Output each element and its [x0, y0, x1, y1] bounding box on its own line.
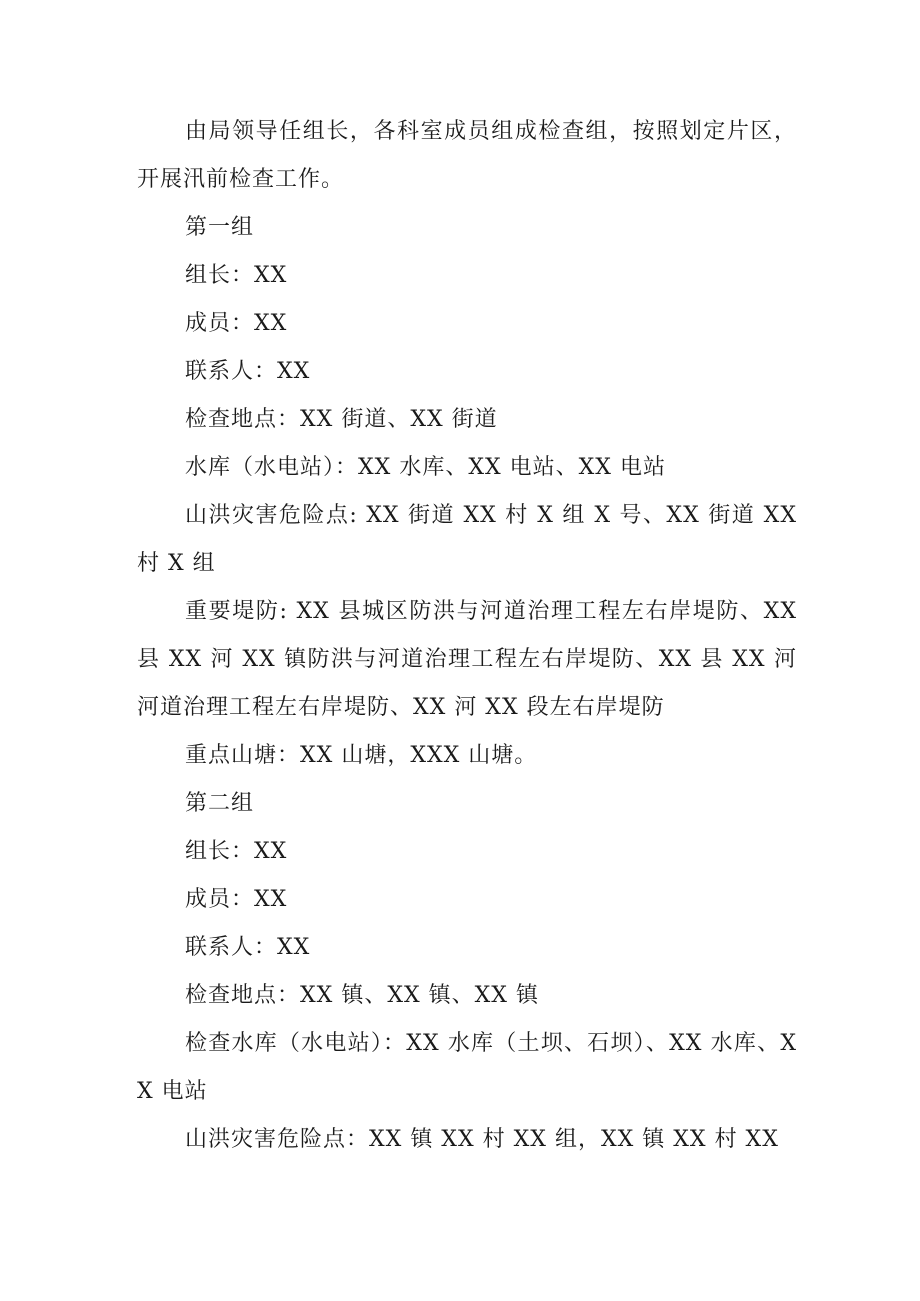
group-1-locations: 检查地点：XX 街道、XX 街道	[185, 407, 498, 432]
group-2-members: 成员：XX	[185, 887, 288, 912]
group-1-ponds: 重点山塘：XX 山塘，XXX 山塘。	[185, 743, 538, 768]
paragraph-intro: 由局领导任组长，各科室成员组成检查组，按照划定片区，开展汛前检查工作。	[137, 119, 797, 192]
group-2-reservoirs: 检查水库（水电站）：XX 水库（土坝、石坝）、XX 水库、XX 电站	[137, 1031, 797, 1104]
group-1-embankments: 重要堤防: XX 县城区防洪与河道治理工程左右岸堤防、XX 县 XX 河 XX 镇防洪与河道治理工程左右岸堤防、XX 县 XX 河河道治理工程左右岸堤防、XX 河 XX 段左右岸堤防	[137, 599, 797, 720]
group-2-leader: 组长：XX	[185, 839, 288, 864]
group-1-heading: 第一组	[185, 215, 255, 240]
group-2-locations: 检查地点：XX 镇、XX 镇、XX 镇	[185, 983, 539, 1008]
group-2-contact: 联系人：XX	[185, 935, 311, 960]
group-1-reservoirs: 水库（水电站）：XX 水库、XX 电站、XX 电站	[185, 455, 666, 480]
group-2-heading: 第二组	[185, 791, 255, 816]
group-1-members: 成员：XX	[185, 311, 288, 336]
group-1-leader: 组长：XX	[185, 263, 288, 288]
group-2-flood-risk-points: 山洪灾害危险点：XX 镇 XX 村 XX 组，XX 镇 XX 村 XX	[185, 1127, 779, 1152]
document-body	[137, 108, 797, 1164]
group-1-flood-risk-points: 山洪灾害危险点: XX 街道 XX 村 X 组 X 号、XX 街道 XX 村 X 组	[137, 503, 797, 576]
group-1-contact: 联系人：XX	[185, 359, 311, 384]
